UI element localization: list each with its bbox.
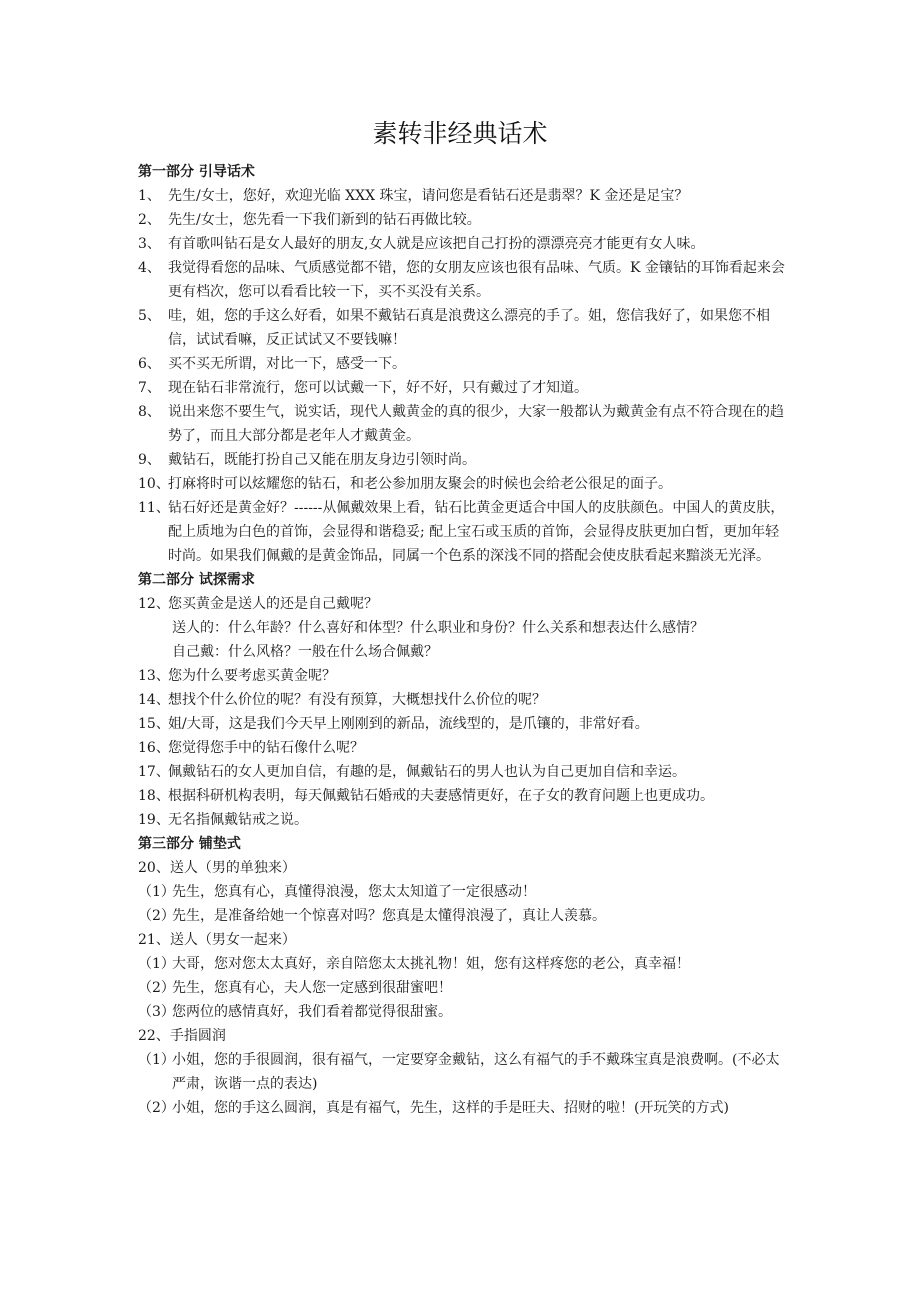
part2-list (138, 592, 788, 832)
item-number: 17、 (138, 764, 170, 780)
item-number: 18、 (138, 788, 170, 804)
list-item (138, 664, 788, 688)
item-text: 有首歌叫钻石是女人最好的朋友,女人就是应该把自己打扮的漂漂亮亮才能更有女人味。 (168, 236, 705, 252)
item-text: 先生/女士，您先看一下我们新到的钻石再做比较。 (168, 212, 481, 228)
item-text: 哇，姐，您的手这么好看，如果不戴钻石真是浪费这么漂亮的手了。姐，您信我好了，如果您不相信，试试看嘛，反正试试又不要钱嘛！ (168, 308, 770, 348)
list-item (138, 784, 788, 808)
item-number: 3、 (138, 236, 161, 252)
item-text: 根据科研机构表明，每天佩戴钻石婚戒的夫妻感情更好，在子女的教育问题上也更成功。 (168, 788, 714, 804)
document-body (138, 160, 788, 1120)
list-item (138, 952, 788, 976)
item-number: （1） (138, 956, 175, 972)
item-text: 先生，您真有心，夫人您一定感到很甜蜜吧！ (172, 980, 452, 996)
item-number: （2） (138, 980, 175, 996)
item-text: 姐/大哥，这是我们今天早上刚刚到的新品，流线型的，是爪镶的，非常好看。 (168, 716, 649, 732)
item-number: （3） (138, 1004, 175, 1020)
list-item (138, 880, 788, 904)
list-item (138, 760, 788, 784)
list-item (138, 808, 788, 832)
item-text: 无名指佩戴钻戒之说。 (168, 812, 308, 828)
item-number: （2） (138, 908, 175, 924)
item-text: 打麻将时可以炫耀您的钻石，和老公参加朋友聚会的时候也会给老公很足的面子。 (168, 476, 672, 492)
item-text: 买不买无所谓，对比一下，感受一下。 (168, 356, 406, 372)
item-number: 16、 (138, 740, 170, 756)
list-item (138, 1048, 788, 1096)
part1-list (138, 184, 788, 568)
list-item (138, 712, 788, 736)
list-item (138, 352, 788, 376)
item-number: 8、 (138, 404, 161, 420)
item-number: （1） (138, 1052, 175, 1068)
item-number: （2） (138, 1100, 175, 1116)
list-item (138, 184, 788, 208)
item-number: 15、 (138, 716, 170, 732)
item-text: 钻石好还是黄金好？------从佩戴效果上看，钻石比黄金更适合中国人的皮肤颜色。中国人的黄皮肤，配上质地为白色的首饰，会显得和谐稳妥; 配上宝石或玉质的首饰，会显得皮肤更加白皙，更加年轻时尚。如果我们佩戴的是黄金饰品，同属一个色系的深浅不同的搭配会使皮肤看起来黯淡无光泽。 (168, 500, 785, 564)
item-number: 10、 (138, 476, 170, 492)
item-number: 13、 (138, 668, 170, 684)
item-text: 您两位的感情真好，我们看着都觉得很甜蜜。 (172, 1004, 452, 1020)
sub-item-gift: 送人的：什么年龄？什么喜好和体型？什么职业和身份？什么关系和想表达什么感情？ (172, 620, 704, 636)
item-text: 说出来您不要生气，说实话，现代人戴黄金的真的很少，大家一般都认为戴黄金有点不符合现在的趋势了，而且大部分都是老年人才戴黄金。 (168, 404, 784, 444)
list-item (138, 976, 788, 1000)
item-number: 9、 (138, 452, 161, 468)
item-text: 佩戴钻石的女人更加自信，有趣的是，佩戴钻石的男人也认为自己更加自信和幸运。 (168, 764, 686, 780)
item-text: 现在钻石非常流行，您可以试戴一下，好不好，只有戴过了才知道。 (168, 380, 588, 396)
group-label-22: 22、手指圆润 (138, 1028, 226, 1044)
group-label-20: 20、送人（男的单独来） (138, 860, 296, 876)
item-number: 1、 (138, 188, 161, 204)
item-number: 6、 (138, 356, 161, 372)
list-item (138, 736, 788, 760)
item-text: 先生/女士，您好，欢迎光临 XXX 珠宝，请问您是看钻石还是翡翠？K 金还是足宝？ (168, 188, 689, 204)
item-number: 11、 (138, 500, 170, 516)
group-label-21: 21、送人（男女一起来） (138, 932, 296, 948)
list-item (138, 400, 788, 448)
item-number: 7、 (138, 380, 161, 396)
item-number: 19、 (138, 812, 170, 828)
item-text: 您觉得您手中的钻石像什么呢？ (168, 740, 364, 756)
item-text: 我觉得看您的品味、气质感觉都不错，您的女朋友应该也很有品味、气质。K 金镶钻的耳饰看起来会更有档次，您可以看看比较一下，买不买没有关系。 (168, 260, 785, 300)
item-text: 先生，是准备给她一个惊喜对吗？您真是太懂得浪漫了，真让人羡慕。 (172, 908, 606, 924)
item-text: 您买黄金是送人的还是自己戴呢？ (168, 596, 378, 612)
section-heading-part2: 第二部分 试探需求 (138, 572, 255, 588)
item-number: 12、 (138, 596, 170, 612)
item-text: 先生，您真有心，真懂得浪漫，您太太知道了一定很感动！ (172, 884, 536, 900)
list-item (138, 1096, 788, 1120)
item-text: 戴钻石，既能打扮自己又能在朋友身边引领时尚。 (168, 452, 476, 468)
list-item (138, 1000, 788, 1024)
item-number: 14、 (138, 692, 170, 708)
item-number: 5、 (138, 308, 161, 324)
part3-list (138, 856, 788, 1120)
list-item (138, 448, 788, 472)
list-item (138, 472, 788, 496)
list-item (138, 376, 788, 400)
section-heading-part1: 第一部分 引导话术 (138, 164, 255, 180)
section-heading-part3: 第三部分 铺垫式 (138, 836, 241, 852)
item-number: （1） (138, 884, 175, 900)
item-text: 大哥，您对您太太真好，亲自陪您太太挑礼物！姐，您有这样疼您的老公，真幸福！ (172, 956, 690, 972)
list-item (138, 208, 788, 232)
item-text: 小姐，您的手很圆润，很有福气，一定要穿金戴钻，这么有福气的手不戴珠宝真是浪费啊。(不必太严肃，诙谐一点的表达) (172, 1052, 780, 1092)
item-text: 想找个什么价位的呢？有没有预算，大概想找什么价位的呢？ (168, 692, 546, 708)
list-item (138, 304, 788, 352)
item-number: 2、 (138, 212, 161, 228)
list-item (138, 232, 788, 256)
item-text: 小姐，您的手这么圆润，真是有福气，先生，这样的手是旺夫、招财的啦！(开玩笑的方式) (172, 1100, 729, 1116)
list-item (138, 592, 788, 616)
list-item (138, 496, 788, 568)
document-title: 素转非经典话术 (372, 119, 548, 148)
list-item (138, 904, 788, 928)
item-text: 您为什么要考虑买黄金呢？ (168, 668, 336, 684)
list-item (138, 256, 788, 304)
list-item (138, 688, 788, 712)
sub-item-self: 自己戴：什么风格？一般在什么场合佩戴？ (172, 644, 438, 660)
item-number: 4、 (138, 260, 161, 276)
